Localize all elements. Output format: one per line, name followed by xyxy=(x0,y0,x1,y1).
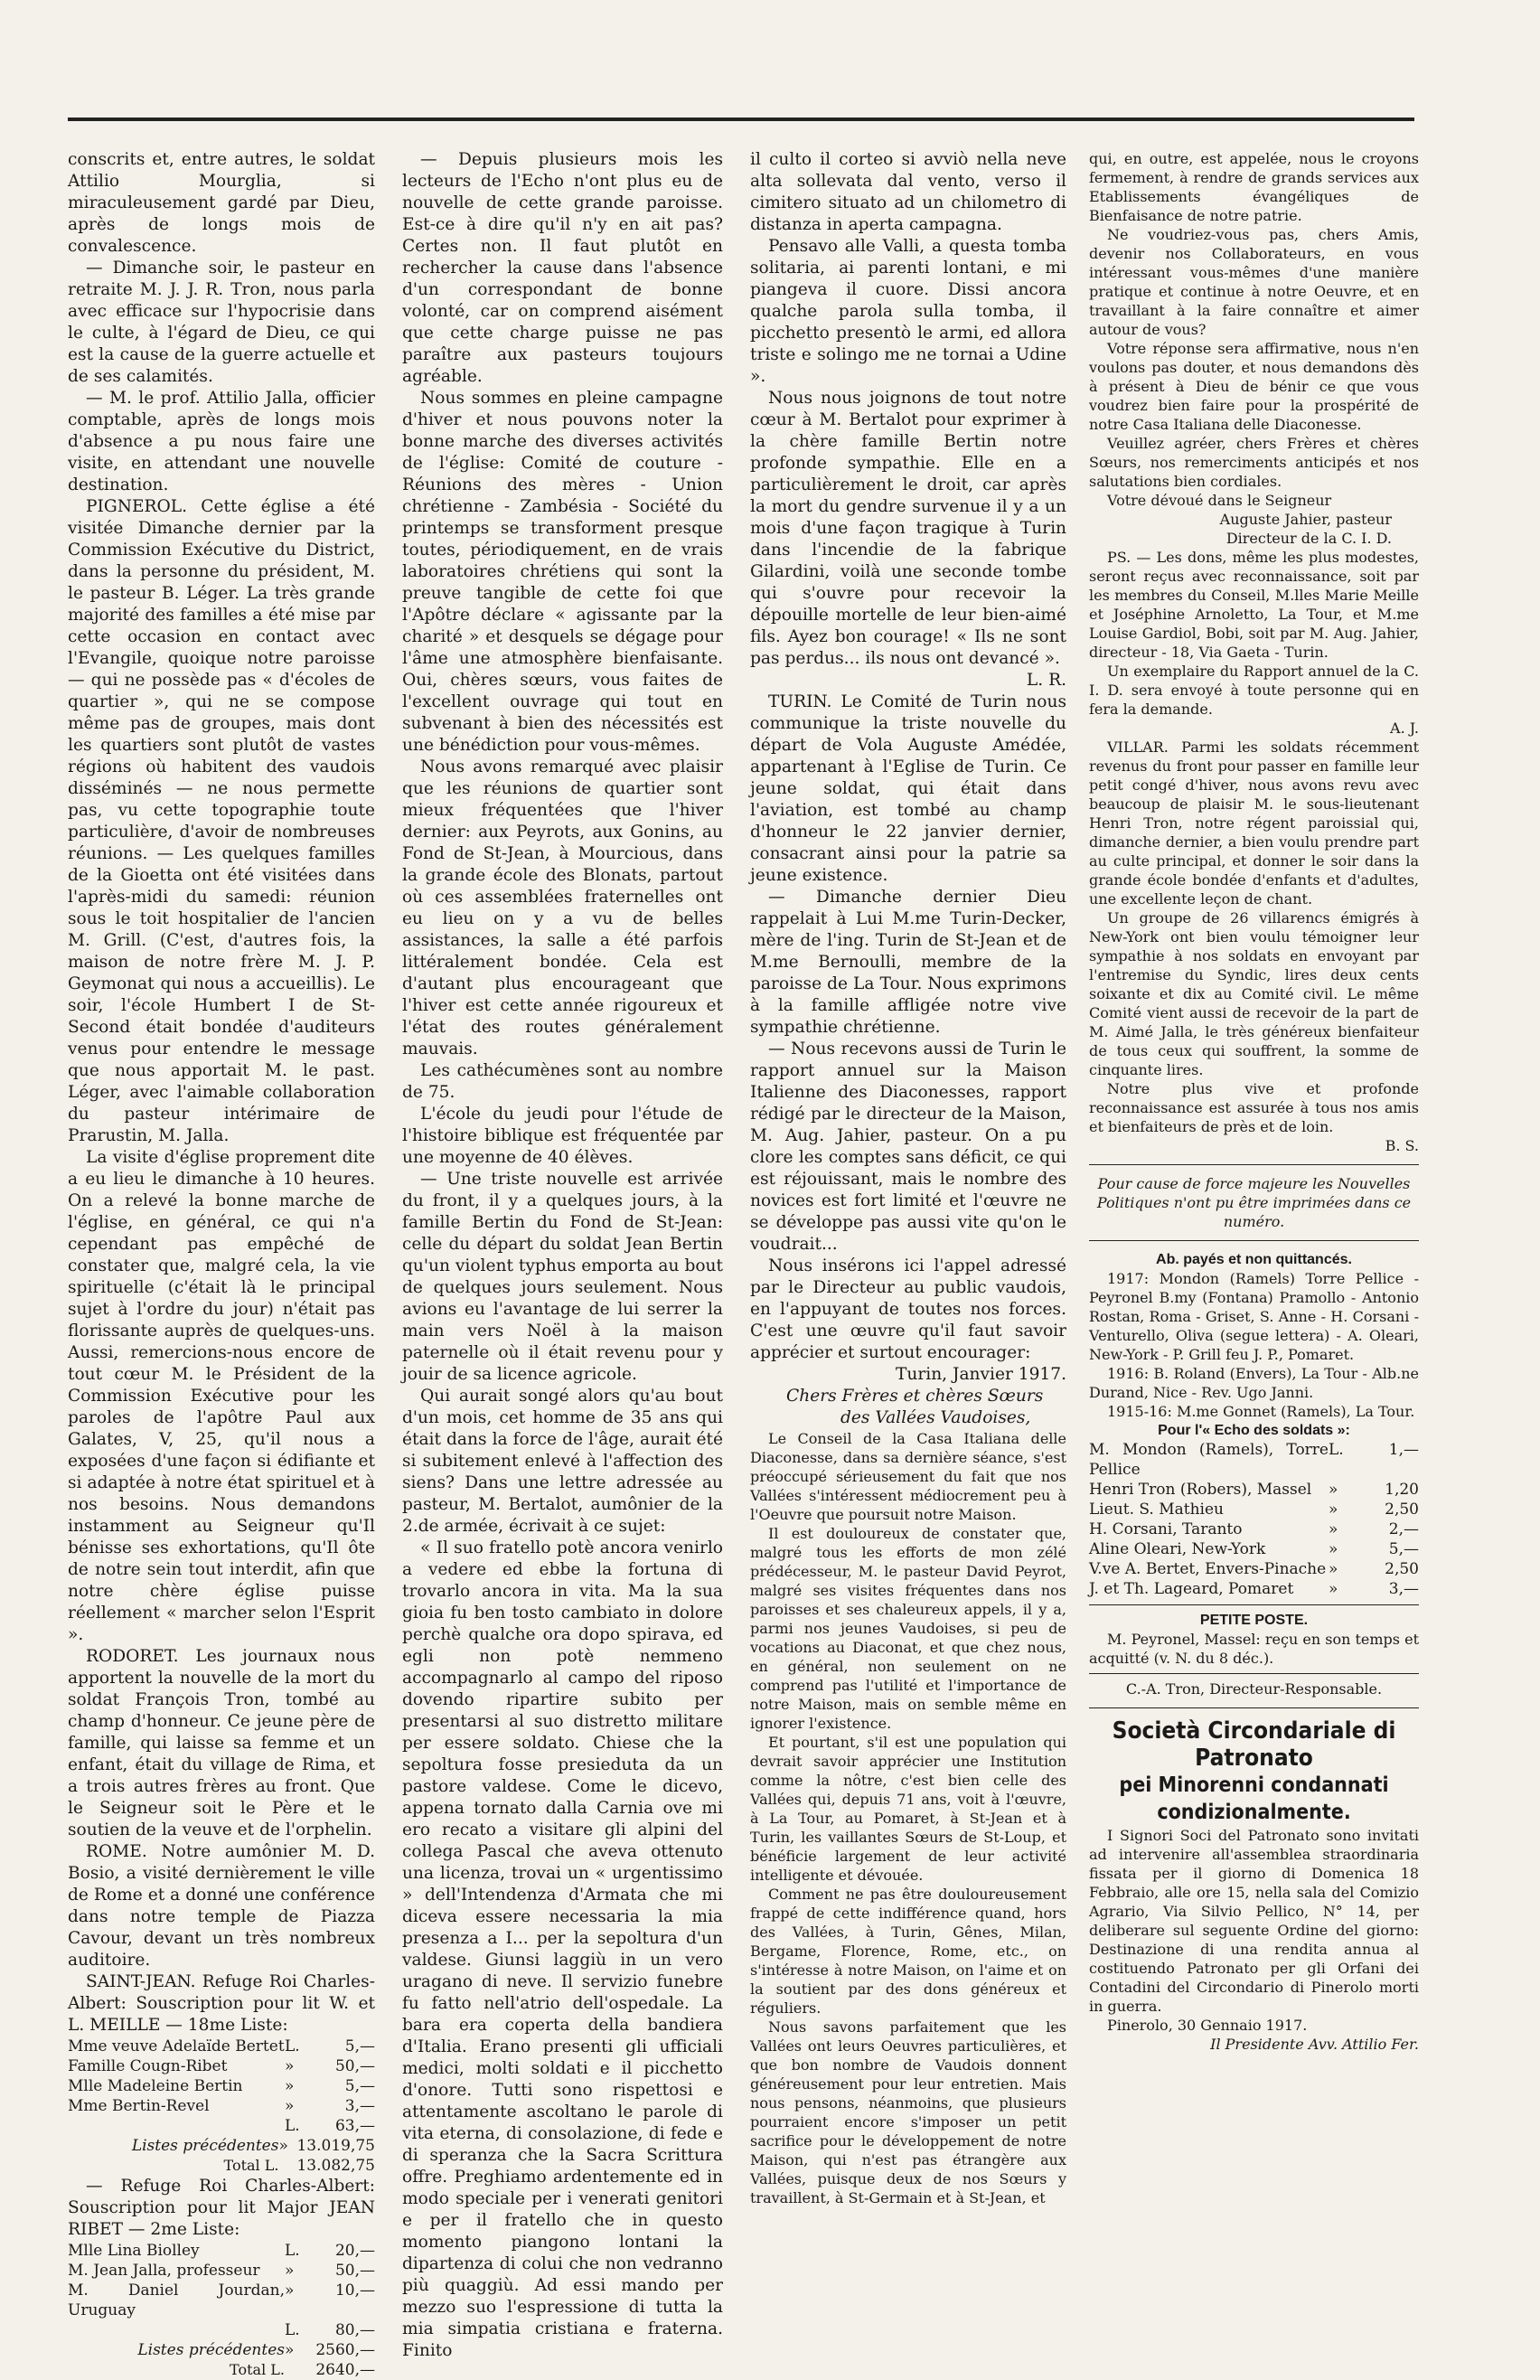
list-item: Famille Cougn-Ribet » 50,— xyxy=(68,2057,375,2075)
list-previous: Listes précédentes » 2560,— xyxy=(137,2341,375,2359)
paragraph: 1917: Mondon (Ramels) Torre Pellice - Peyronel B.my (Fontana) Pramollo - Antonio Rostan, Roma - Griset, S. Anne - H. Corsani - Venturello, Oliva (segue lettera) - A. Oleari, New-York - P. Grill feu J. P., Pomaret. xyxy=(1089,1270,1419,1363)
paragraph: — Depuis plusieurs mois les lecteurs de l'Echo n'ont plus eu de nouvelle de cette grande paroisse. Est-ce à dire qu'il n'y en ait pas? Certes non. Il faut plutôt en rechercher la cause dans l'absence d'un correspondant de bonne volonté, car on comprend aisément que cette charge puisse ne pas paraître aux pasteurs toujours agréable. xyxy=(402,150,723,386)
column-4 xyxy=(1089,149,1419,2054)
letter-date: Turin, Janvier 1917. xyxy=(895,1365,1066,1384)
paragraph: Nous nous joignons de tout notre cœur à M. Bertalot pour exprimer à la chère famille Bertin notre profonde sympathie. Elle en a particulièrement le droit, car après la mort du gendre survenue il y a un mois d'une façon tragique à Turin dans l'incendie de la fabrique Gilardini, voilà une seconde tombe qui s'ouvre pour recevoir la dépouille mortelle de leur bien-aimé fils. Ayez bon courage! « Ils ne sont pas perdus... ils nous ont devancé ». xyxy=(750,389,1066,668)
signature: L. R. xyxy=(1026,671,1066,690)
notice: Pour cause de force majeure les Nouvelles Politiques n'ont pu être imprimées dans ce numéro. xyxy=(1096,1175,1412,1230)
paragraph: Qui aurait songé alors qu'au bout d'un mois, cet homme de 35 ans qui était dans la force de l'âge, aurait été si subitement enlevé à l'affection des siens? Dans une lettre adressée au pasteur, M. Bertalot, aumônier de la 2.de armée, écrivait à ce sujet: xyxy=(402,1387,723,1536)
paragraph: — M. le prof. Attilio Jalla, officier comptable, après de longs mois d'absence a pu nous faire une visite, en attendant une nouvelle destination. xyxy=(68,389,375,494)
paragraph: Votre dévoué dans le Seigneur xyxy=(1107,492,1332,509)
paragraph: « Il suo fratello potè ancora venirlo a vedere ed ebbe la fortuna di trovarlo ancora in vita. Ma la sua gioia fu ben tosto cambiato in dolore perchè qualche ora dopo spirava, ed egli non potè nemmeno accompagnarlo al campo del riposo dovendo ripartire subito per presentarsi al suo distretto militare per essere soldato. Chiese che la sepoltura fosse presieduta da un pastore valdese. Come le dicevo, appena tornato dalla Carnia ove mi ero recato a visitare gli alpini del collega Pascal che aveva ottenuto una licenza, trovai un « urgentissimo » dell'Intendenza d'Armata che mi diceva essere necessaria la mia presenza a I... per la sepoltura d'un valdese. Giunsi laggiù in un vero uragano di neve. Il servizio funebre fu fatto nell'atrio dell'ospedale. La bara era coperta della bandiera d'Italia. Erano presenti gli ufficiali medici, molti soldati e il picchetto d'onore. Tutti sono rispettosi e attentamente ascoltano le parole di vita eterna, di consolazione, di fede e di speranza che la Sacra Scrittura offre. Preghiamo ardentemente ed in modo speciale per i venerati genitori e per il fratello che in questo momento piangono lontani la dipartenza di colui che non vedranno più quaggiù. Ad essi mando per mezzo suo l'espressione di tutta la mia simpatia cristiana e fraterna. Finito xyxy=(402,1538,723,2360)
paragraph: Nous savons parfaitement que les Vallées ont leurs Oeuvres particulières, et que bon nombre de Vaudois donnent généreusement pour leur entretien. Mais nous pensons, néanmoins, que plusieurs pourraient encore s'imposer un petit sacrifice pour le développement de notre Maison, qui n'est pas étrangère aux Vallées, puisque deux de nos Sœurs y travaillent, à St-Germain et à St-Jean, et xyxy=(750,2018,1066,2206)
list-item: J. et Th. Lageard, Pomaret » 3,— xyxy=(1089,1580,1419,1598)
paragraph: il culto il corteo si avviò nella neve alta sollevata dal vento, verso il cimitero situato ad un chilometro di distanza in aperta campagna. xyxy=(750,150,1066,234)
paragraph: I Signori Soci del Patronato sono invitati ad intervenire all'assemblea straordinaria fissata per il giorno di Domenica 18 Febbraio, alle ore 15, nella sala del Comizio Agrario, Via Silvio Pellico, N° 14, per deliberare sul seguente Ordine del giorno: Destinazione di una rendita annua al costituendo Patronato per gli Orfani dei Contadini del Circondario di Pinerolo morti in guerra. xyxy=(1089,1827,1419,2015)
column-1 xyxy=(68,149,375,2380)
list-item: Mlle Lina Biolley L. 20,— xyxy=(68,2242,375,2260)
paragraph: Un exemplaire du Rapport annuel de la C. I. D. sera envoyé à toute personne qui en fera la demande. xyxy=(1089,663,1419,718)
section-heading: PETITE POSTE. xyxy=(1199,1613,1309,1628)
paragraph: qui, en outre, est appelée, nous le croyons fermement, à rendre de grands services aux Etablissements évangéliques de Bienfaisance de notre patrie. xyxy=(1089,150,1419,224)
paragraph: — Une triste nouvelle est arrivée du front, il y a quelques jours, à la famille Bertin du Fond de St-Jean: celle du départ du soldat Jean Bertin qu'un violent typhus emporta au bout de quelques jours seulement. Nous avions eu l'avantage de lui serrer la main vers Noël à la maison paternelle où il était revenu pour y jouir de sa licence agricole. xyxy=(402,1170,723,1384)
list-item: Henri Tron (Robers), Massel » 1,20 xyxy=(1089,1481,1419,1499)
letter-salutation: Chers Frères et chères Sœurs xyxy=(786,1387,1044,1406)
list-item: M. Jean Jalla, professeur » 50,— xyxy=(68,2262,375,2280)
section-heading: Ab. payés et non quittancés. xyxy=(1156,1252,1352,1267)
paragraph: Veuillez agréer, chers Frères et chères Sœurs, nos remerciments anticipés et nos salutations bien cordiales. xyxy=(1089,435,1419,490)
letter-salutation: des Vallées Vaudoises, xyxy=(840,1408,1031,1427)
list-subtotal: L. 63,— xyxy=(285,2117,375,2135)
list-item: M. Mondon (Ramels), Torre Pellice L. 1,— xyxy=(1089,1441,1419,1479)
echo-list xyxy=(1089,1440,1419,1599)
paragraph: Votre réponse sera affirmative, nous n'en voulons pas douter, et nous demandons dès à présent à Dieu de bénir ce que vous voudrez bien faire pour la prospérité de notre Casa Italiana delle Diaconesse. xyxy=(1089,340,1419,433)
paragraph: Et pourtant, s'il est une population qui devrait savoir apprécier une Institution comme la nôtre, c'est bien celle des Vallées qui, depuis 71 ans, voit à l'œuvre, à La Tour, au Pomaret, à St-Jean et à Turin, les vaillantes Sœurs de St-Loup, et bénéficie largement de leur activité intelligente et dévouée. xyxy=(750,1734,1066,1884)
list-subtotal: L. 80,— xyxy=(285,2321,375,2339)
society-subtitle: pei Minorenni condannati condizionalmente. xyxy=(1119,1773,1389,1824)
paragraph: Nous insérons ici l'appel adressé par le Directeur au public vaudois, en l'appuyant de toutes nos forces. C'est une œuvre qu'il faut savoir apprécier et surtout encourager: xyxy=(750,1256,1066,1362)
subscription-list-1 xyxy=(68,2037,375,2176)
paragraph: L'école du jeudi pour l'étude de l'histoire biblique est fréquentée par une moyenne de 40 élèves. xyxy=(402,1105,723,1167)
paragraph: — Nous recevons aussi de Turin le rapport annuel sur la Maison Italienne des Diaconesses, rapport rédigé par le directeur de la Maison, M. Aug. Jahier, pasteur. On a pu clore les comptes sans déficit, ce qui est réjouissant, mais le nombre des novices est fort limité et l'œuvre ne se développe pas aussi vite qu'on le voudrait... xyxy=(750,1039,1066,1254)
paragraph: TURIN. Le Comité de Turin nous communique la triste nouvelle du départ de Vola Auguste Amédée, appartenant à l'Eglise de Turin. Ce jeune soldat, qui était dans l'aviation, est tombé au champ d'honneur le 22 janvier dernier, consacrant ainsi pour la patrie sa jeune existence. xyxy=(750,692,1066,885)
list-item: Mme veuve Adelaïde Bertet L. 5,— xyxy=(68,2037,375,2055)
divider xyxy=(1089,1240,1419,1241)
paragraph: — Dimanche dernier Dieu rappelait à Lui M.me Turin-Decker, mère de l'ing. Turin de St-Jean et de M.me Bernoulli, membre de la paroisse de La Tour. Nous exprimons à la famille affligée notre vive sympathie chrétienne. xyxy=(750,888,1066,1037)
paragraph: Nous sommes en pleine campagne d'hiver et nous pouvons noter la bonne marche des diverses activités de l'église: Comité de couture - Réunions des mères - Union chrétienne - Zambésia - Société du printemps se transforment presque toutes, périodiquement, en de vrais laboratoires chrétiens qui sont la preuve tangible de cette foi que l'Apôtre déclare « agissante par la charité » et desquels se dégage pour l'âme une atmosphère bienfaisante. Oui, chères sœurs, vous faites de l'excellent ouvrage qui tout en subvenant à bien des nécessités est une bénédiction pour vous-mêmes. xyxy=(402,389,723,755)
paragraph: PS. — Les dons, même les plus modestes, seront reçus avec reconnaissance, soit par les membres du Conseil, M.lles Marie Meille et Joséphine Arnoletto, La Tour, et M.me Louise Gardiol, Bobi, soit par M. Aug. Jahier, directeur - 18, Via Gaeta - Turin. xyxy=(1089,549,1419,661)
list-total: Total L. 13.082,75 xyxy=(223,2157,375,2175)
paragraph: Pinerolo, 30 Gennaio 1917. xyxy=(1107,2017,1308,2034)
column-2 xyxy=(402,149,723,2362)
column-3 xyxy=(750,149,1066,2207)
signature: Directeur de la C. I. D. xyxy=(1225,530,1392,547)
paragraph: Un groupe de 26 villarencs émigrés à New-York ont bien voulu témoigner leur sympathie à nos soldats en envoyant par l'entremise du Syndic, lires deux cents soixante et dix au Comité civil. Le même Comité vient aussi de recevoir de la part de M. Aimé Jalla, le très généreux bienfaiteur de tous ceux qui souffrent, la somme de cinquante lires. xyxy=(1089,909,1419,1078)
list-item: Aline Oleari, New-York » 5,— xyxy=(1089,1540,1419,1558)
paragraph: Nous avons remarqué avec plaisir que les réunions de quartier sont mieux fréquentées que l'hiver dernier: aux Peyrots, aux Gonins, au Fond de St-Jean, à Mourcious, dans la grande école des Blonats, partout où ces assemblées fraternelles ont eu lieu on y a vu de belles assistances, la salle a été parfois littéralement bondée. Cela est d'autant plus encourageant que l'hiver est cette année rigoureux et l'état des routes généralement mauvais. xyxy=(402,757,723,1058)
paragraph: RODORET. Les journaux nous apportent la nouvelle de la mort du soldat François Tron, tombé au champ d'honneur. Ce jeune père de famille, qui laisse sa femme et un enfant, était du village de Rima, et a trois autres frères au front. Que le Seigneur soit le Père et le soutien de la veuve et de l'orphelin. xyxy=(68,1647,375,1839)
top-rule xyxy=(68,118,1414,121)
section-heading: Pour l'« Echo des soldats »: xyxy=(1158,1423,1350,1438)
list-item: Lieut. S. Mathieu » 2,50 xyxy=(1089,1500,1419,1519)
paragraph: Comment ne pas être douloureusement frappé de cette indifférence quand, hors des Vallées, à Turin, Gênes, Milan, Bergame, Florence, Rome, etc., on s'intéresse à notre Maison, on l'aime et on la soutient par des dons généreux et réguliers. xyxy=(750,1886,1066,2017)
paragraph: Ne voudriez-vous pas, chers Amis, devenir nos Collaborateurs, en vous intéressant vous-mêmes d'une manière pratique et continue à notre Oeuvre, et en travaillant à la faire connaître et aimer autour de vous? xyxy=(1089,226,1419,338)
list-item: M. Daniel Jourdan, Uruguay » 10,— xyxy=(68,2281,375,2319)
paragraph: ROME. Notre aumônier M. D. Bosio, a visité dernièrement le ville de Rome et a donné une conférence dans notre temple de Piazza Cavour, devant un très nombreux auditoire. xyxy=(68,1842,375,1970)
list-item: V.ve A. Bertet, Envers-Pinache » 2,50 xyxy=(1089,1560,1419,1578)
signature: B. S. xyxy=(1385,1137,1419,1154)
paragraph: 1915-16: M.me Gonnet (Ramels), La Tour. xyxy=(1107,1403,1415,1420)
list-total: Total L. 2640,— xyxy=(230,2361,375,2379)
society-title: Società Circondariale di Patronato xyxy=(1112,1717,1396,1772)
paragraph: M. Peyronel, Massel: reçu en son temps et acquitté (v. N. du 8 déc.). xyxy=(1089,1631,1419,1667)
paragraph: — Dimanche soir, le pasteur en retraite M. J. J. R. Tron, nous parla avec efficace sur l'hypocrisie dans le culte, à l'égard de Dieu, ce qui est la cause de la guerre actuelle et de ses calamités. xyxy=(68,259,375,386)
divider xyxy=(1089,1707,1419,1708)
paragraph: Pensavo alle Valli, a questa tomba solitaria, ai parenti lontani, e mi piangeva il cuore. Dissi ancora qualche parola sulla tomba, il picchetto presentò le armi, ed allora triste e solingo me ne tornai a Udine ». xyxy=(750,237,1066,386)
paragraph: conscrits et, entre autres, le soldat Attilio Mourglia, si miraculeusement gardé par Dieu, après de longs mois de convalescence. xyxy=(68,150,375,256)
signature: Auguste Jahier, pasteur xyxy=(1219,511,1392,528)
signature: A. J. xyxy=(1390,720,1419,737)
list-item: Mme Bertin-Revel » 3,— xyxy=(68,2097,375,2115)
paragraph: PIGNEROL. Cette église a été visitée Dimanche dernier par la Commission Exécutive du District, dans la personne du président, M. le pasteur B. Léger. La très grande majorité des familles a été mise par cette occasion en contact avec l'Evangile, quoique notre paroisse — qui ne possède pas « d'écoles de quartier », qui ne se compose même pas de groupes, mais dont les quartiers sont plutôt de vastes régions où habitent des vaudois disséminés — ne nous permette pas, vu cette topographie toute particulière, d'avoir de nombreuses réunions. — Les quelques familles de la Gioetta ont été visitées dans l'après-midi du samedi: réunion sous le toit hospitalier de l'ancien M. Grill. (C'est, d'autres fois, la maison de notre frère M. J. P. Geymonat qui nous a accueillis). Le soir, l'école Humbert I de St-Second était bondée d'auditeurs venus pour entendre le message que nous apportait M. le past. Léger, avec l'aimable collaboration du pasteur intérimaire de Prarustin, M. Jalla. xyxy=(68,497,375,1145)
divider xyxy=(1089,1673,1419,1674)
list-item: Mlle Madeleine Bertin » 5,— xyxy=(68,2077,375,2095)
paragraph: La visite d'église proprement dite a eu lieu le dimanche à 10 heures. On a relevé la bonne marche de l'église, en général, ce qui n'a cependant pas empêché de constater que, malgré cela, la vie spirituelle (c'était là le principal sujet à l'ordre du jour) n'était pas florissante auprès de quelques-uns. Aussi, remercions-nous encore de tout cœur M. le Président de la Commission Exécutive pour les paroles de l'apôtre Paul aux Galates, V, 25, qu'il nous a exposées d'une façon si édifiante et si adaptée à notre état spirituel et à nos besoins. Nous demandons instamment au Seigneur qu'Il bénisse ses exhortations, qu'Il ôte de notre sein tout interdit, afin que notre chère église puisse réellement « marcher selon l'Esprit ». xyxy=(68,1148,375,1644)
list-previous: Listes précédentes » 13.019,75 xyxy=(131,2137,375,2155)
paragraph: Notre plus vive et profonde reconnaissance est assurée à tous nos amis et bienfaiteurs de près et de loin. xyxy=(1089,1080,1419,1135)
paragraph: VILLAR. Parmi les soldats récemment revenus du front pour passer en famille leur petit congé d'hiver, nous avons revu avec beaucoup de plaisir M. le sous-lieutenant Henri Tron, notre régent paroissial qui, dimanche dernier, a bien voulu prendre part au culte principal, et donner le soir dans la grande école bondée d'enfants et d'adultes, une excellente leçon de chant. xyxy=(1089,738,1419,908)
divider xyxy=(1089,1164,1419,1165)
paragraph: Il est douloureux de constater que, malgré tous les efforts de mon zélé prédécesseur, M. le pasteur David Peyrot, malgré ses visites fréquentes dans nos paroisses et ses chaleureux appels, il y a, parmi nos jeunes Vaudoises, si peu de vocations au Diaconat, et que chez nous, en général, non seulement on ne comprend pas l'utilité et l'importance de notre Maison, mais on semble même en ignorer l'existence. xyxy=(750,1525,1066,1732)
subscription-list-2 xyxy=(68,2241,375,2380)
paragraph: Les cathécumènes sont au nombre de 75. xyxy=(402,1061,723,1102)
paragraph: 1916: B. Roland (Envers), La Tour - Alb.ne Durand, Nice - Rev. Ugo Janni. xyxy=(1089,1365,1419,1401)
signature: Il Presidente Avv. Attilio Fer. xyxy=(1210,2036,1419,2053)
paragraph: Le Conseil de la Casa Italiana delle Diaconesse, dans sa dernière séance, s'est préoccupé sérieusement du fait que nos Vallées s'intéressent médiocrement peu à l'Oeuvre que poursuit notre Maison. xyxy=(750,1430,1066,1523)
paragraph: — Refuge Roi Charles-Albert: Souscription pour lit Major JEAN RIBET — 2me Liste: xyxy=(68,2177,375,2239)
paragraph: SAINT-JEAN. Refuge Roi Charles-Albert: Souscription pour lit W. et L. MEILLE — 18me Liste: xyxy=(68,1972,375,2035)
divider xyxy=(1089,1604,1419,1605)
list-item: H. Corsani, Taranto » 2,— xyxy=(1089,1520,1419,1538)
director-line: C.-A. Tron, Directeur-Responsable. xyxy=(1125,1680,1383,1698)
